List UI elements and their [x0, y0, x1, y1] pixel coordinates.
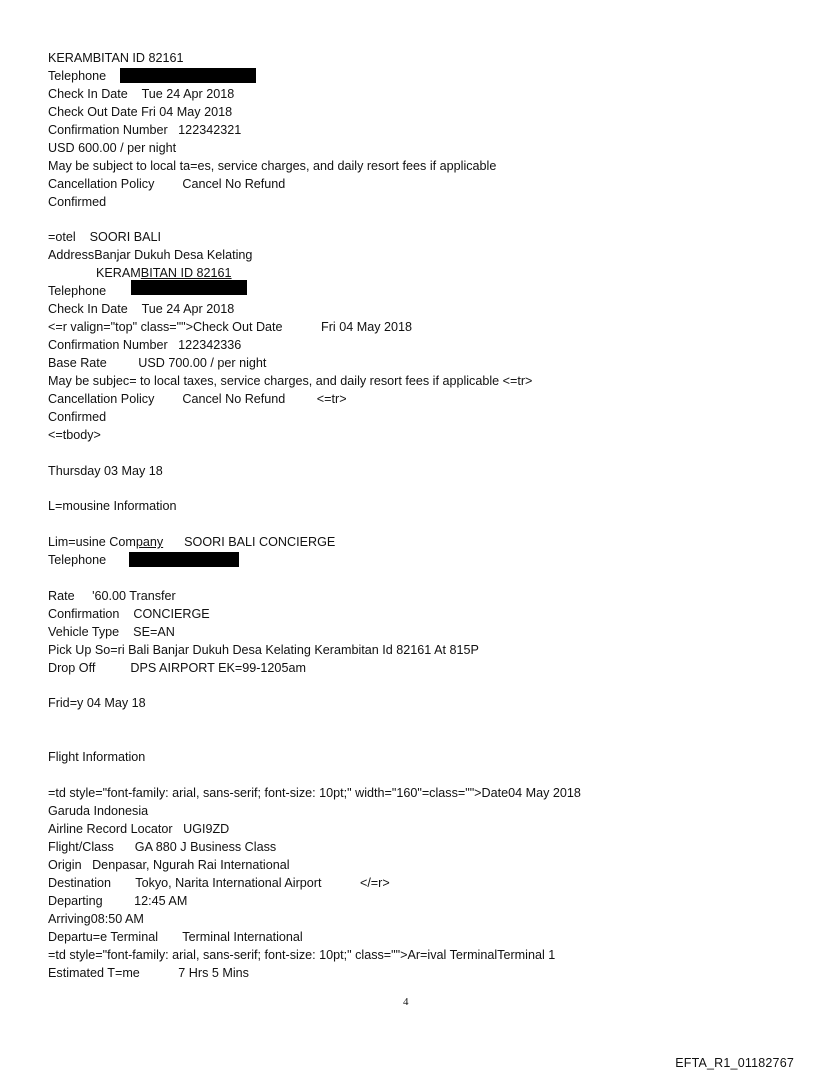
arriving-line: Arriving08:50 AM	[48, 912, 144, 926]
telephone-row	[48, 551, 239, 569]
record-locator-line: Airline Record Locator UGI9ZD	[48, 822, 230, 836]
telephone-row	[48, 67, 256, 85]
limo-confirmation-line: Confirmation CONCIERGE	[48, 607, 210, 621]
redaction-box	[129, 552, 239, 567]
telephone-row	[48, 282, 247, 300]
departure-terminal-line: Departu=e Terminal Terminal International	[48, 930, 303, 944]
limo-dropoff-line: Drop Off DPS AIRPORT EK=99-1205am	[48, 661, 306, 675]
limo-heading: L=mousine Information	[48, 499, 177, 513]
redaction-box	[120, 68, 256, 83]
page-number: 4	[403, 996, 409, 1008]
limo-company-line	[48, 533, 335, 551]
telephone-label: Telephone	[48, 69, 107, 83]
flight-date-line: =td style="font-family: arial, sans-serif; font-size: 10pt;" width="160"=class="">Date04 May 2018	[48, 786, 581, 800]
confirmed-line: Confirmed	[48, 195, 107, 209]
estimated-time-line: Estimated T=me 7 Hrs 5 Mins	[48, 966, 249, 980]
cancellation-line: Cancellation Policy Cancel No Refund <=tr>	[48, 392, 347, 406]
limo-company-part2: pany	[135, 535, 164, 549]
limo-company-part1: Lim=usine Com	[48, 535, 136, 549]
base-rate-line: Base Rate USD 700.00 / per night	[48, 356, 267, 370]
address-line: AddressBanjar Dukuh Desa Kelating	[48, 248, 253, 262]
telephone-label: Telephone	[48, 284, 107, 298]
telephone-label: Telephone	[48, 553, 107, 567]
date-heading: Thursday 03 May 18	[48, 464, 163, 478]
cancellation-line: Cancellation Policy Cancel No Refund	[48, 177, 286, 191]
tax-note-line: May be subject to local ta=es, service charges, and daily resort fees if applicable	[48, 159, 497, 173]
hotel-line: =otel SOORI BALI	[48, 230, 162, 244]
flight-class-line: Flight/Class GA 880 J Business Class	[48, 840, 277, 854]
confirmation-line: Confirmation Number 122342336	[48, 338, 242, 352]
destination-line: Destination Tokyo, Narita International Airport </=r>	[48, 876, 390, 890]
confirmed-line: Confirmed	[48, 410, 107, 424]
limo-vehicle-line: Vehicle Type SE=AN	[48, 625, 175, 639]
check-out-line: Check Out Date Fri 04 May 2018	[48, 105, 233, 119]
arrival-terminal-line: =td style="font-family: arial, sans-serif; font-size: 10pt;" class="">Ar=ival TerminalTerminal 1	[48, 948, 556, 962]
confirmation-line: Confirmation Number 122342321	[48, 123, 242, 137]
flight-heading: Flight Information	[48, 750, 146, 764]
limo-pickup-line: Pick Up So=ri Bali Banjar Dukuh Desa Kelating Kerambitan Id 82161 At 815P	[48, 643, 479, 657]
address-city-part1: KERAM	[96, 266, 141, 280]
check-in-line: Check In Date Tue 24 Apr 2018	[48, 87, 235, 101]
check-out-line: <=r valign="top" class="">Check Out Date Fri 04 May 2018	[48, 320, 413, 334]
document-id: EFTA_R1_01182767	[675, 1056, 794, 1070]
date-heading: Frid=y 04 May 18	[48, 696, 146, 710]
limo-company-name: SOORI BALI CONCIERGE	[163, 535, 336, 549]
limo-rate-line: Rate '60.00 Transfer	[48, 589, 176, 603]
origin-line: Origin Denpasar, Ngurah Rai International	[48, 858, 290, 872]
airline-line: Garuda Indonesia	[48, 804, 149, 818]
tax-note-line: May be subjec= to local taxes, service charges, and daily resort fees if applicable <=tr>	[48, 374, 533, 388]
rate-line: USD 600.00 / per night	[48, 141, 177, 155]
address-city-part2: BITAN ID 82161	[140, 266, 232, 280]
departing-line: Departing 12:45 AM	[48, 894, 188, 908]
address-line: KERAMBITAN ID 82161	[48, 51, 184, 65]
check-in-line: Check In Date Tue 24 Apr 2018	[48, 302, 235, 316]
redaction-box	[131, 280, 247, 295]
tbody-line: <=tbody>	[48, 428, 101, 442]
